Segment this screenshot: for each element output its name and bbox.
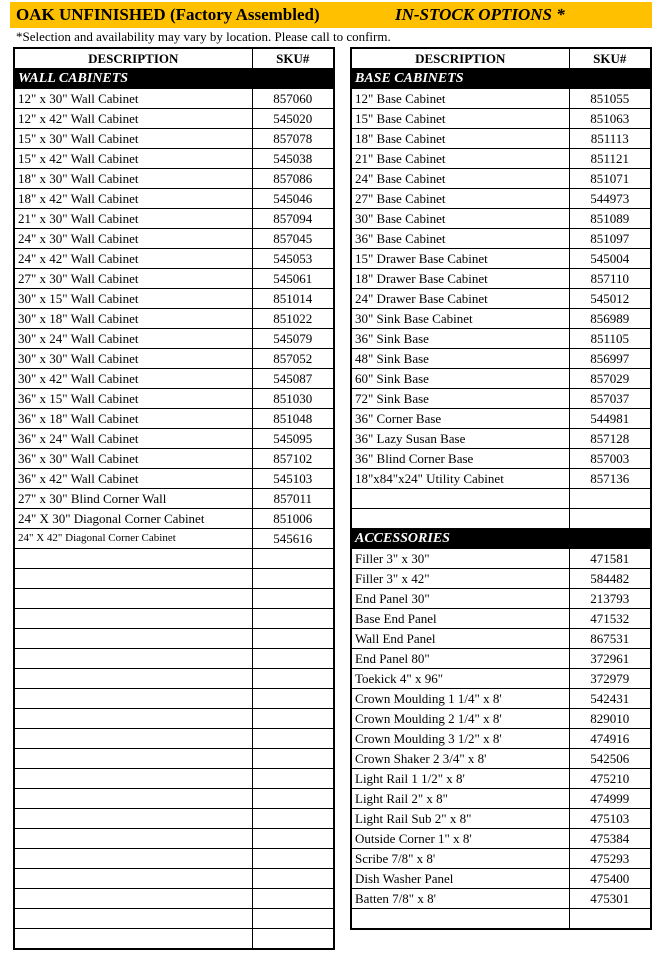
description-cell: Batten 7/8" x 8' bbox=[351, 889, 569, 909]
table-row bbox=[351, 749, 651, 769]
description-cell: Toekick 4" x 96" bbox=[351, 669, 569, 689]
table-row bbox=[351, 629, 651, 649]
table-row bbox=[14, 889, 334, 909]
table-row bbox=[351, 469, 651, 489]
description-cell: 36" x 24" Wall Cabinet bbox=[14, 429, 252, 449]
sku-cell: 545095 bbox=[252, 429, 334, 449]
table-row bbox=[14, 709, 334, 729]
table-row bbox=[351, 769, 651, 789]
description-cell bbox=[14, 849, 252, 869]
table-row bbox=[14, 369, 334, 389]
banner-title: OAK UNFINISHED (Factory Assembled) bbox=[16, 5, 320, 24]
sku-cell: 867531 bbox=[569, 629, 651, 649]
section-title-accessories: ACCESSORIES bbox=[351, 529, 651, 549]
table-row bbox=[351, 449, 651, 469]
table-row bbox=[351, 549, 651, 569]
table-row bbox=[351, 209, 651, 229]
description-cell: 15" Base Cabinet bbox=[351, 109, 569, 129]
description-header: DESCRIPTION bbox=[14, 48, 252, 69]
description-cell bbox=[14, 889, 252, 909]
table-row bbox=[14, 829, 334, 849]
header-row bbox=[351, 48, 651, 69]
sku-cell bbox=[569, 509, 651, 529]
sku-cell: 851089 bbox=[569, 209, 651, 229]
description-cell: 15" x 30" Wall Cabinet bbox=[14, 129, 252, 149]
sku-cell: 851006 bbox=[252, 509, 334, 529]
description-cell bbox=[14, 709, 252, 729]
description-cell: Crown Moulding 1 1/4" x 8' bbox=[351, 689, 569, 709]
sku-cell: 851105 bbox=[569, 329, 651, 349]
description-cell bbox=[14, 909, 252, 929]
table-row bbox=[351, 189, 651, 209]
sku-cell bbox=[252, 769, 334, 789]
sku-cell: 851071 bbox=[569, 169, 651, 189]
description-cell: End Panel 30" bbox=[351, 589, 569, 609]
table-row bbox=[351, 589, 651, 609]
sku-cell: 857102 bbox=[252, 449, 334, 469]
sku-cell: 545004 bbox=[569, 249, 651, 269]
sku-cell: 544981 bbox=[569, 409, 651, 429]
sku-cell bbox=[252, 729, 334, 749]
section-row bbox=[14, 69, 334, 89]
description-cell: 18" Base Cabinet bbox=[351, 129, 569, 149]
sku-cell: 857052 bbox=[252, 349, 334, 369]
description-cell bbox=[14, 669, 252, 689]
sku-cell: 851014 bbox=[252, 289, 334, 309]
sku-cell: 475400 bbox=[569, 869, 651, 889]
table-row bbox=[14, 229, 334, 249]
table-row bbox=[14, 789, 334, 809]
sku-cell bbox=[252, 549, 334, 569]
table-row bbox=[14, 849, 334, 869]
table-row bbox=[14, 469, 334, 489]
table-row bbox=[14, 429, 334, 449]
sku-cell: 857136 bbox=[569, 469, 651, 489]
table-row bbox=[351, 309, 651, 329]
description-cell: 36" Corner Base bbox=[351, 409, 569, 429]
sku-cell bbox=[252, 689, 334, 709]
sku-cell bbox=[252, 589, 334, 609]
description-cell: Light Rail Sub 2" x 8" bbox=[351, 809, 569, 829]
section-row bbox=[351, 529, 651, 549]
description-cell: 24" x 30" Wall Cabinet bbox=[14, 229, 252, 249]
description-cell: 21" Base Cabinet bbox=[351, 149, 569, 169]
table-row bbox=[14, 909, 334, 929]
table-row bbox=[14, 529, 334, 549]
description-cell: 15" x 42" Wall Cabinet bbox=[14, 149, 252, 169]
sku-cell: 545038 bbox=[252, 149, 334, 169]
description-cell bbox=[351, 489, 569, 509]
sku-cell: 475103 bbox=[569, 809, 651, 829]
section-title-base-cabinets: BASE CABINETS bbox=[351, 69, 651, 89]
description-cell bbox=[14, 689, 252, 709]
description-header: DESCRIPTION bbox=[351, 48, 569, 69]
sku-cell: 372961 bbox=[569, 649, 651, 669]
table-row bbox=[14, 169, 334, 189]
description-cell: 24" Drawer Base Cabinet bbox=[351, 289, 569, 309]
table-row bbox=[351, 169, 651, 189]
sku-cell bbox=[252, 869, 334, 889]
sku-cell: 584482 bbox=[569, 569, 651, 589]
sku-cell: 474916 bbox=[569, 729, 651, 749]
sku-cell bbox=[252, 829, 334, 849]
sku-cell: 857011 bbox=[252, 489, 334, 509]
sku-cell: 857086 bbox=[252, 169, 334, 189]
table-row bbox=[14, 809, 334, 829]
description-cell bbox=[14, 829, 252, 849]
sku-cell bbox=[252, 749, 334, 769]
table-row bbox=[351, 349, 651, 369]
sku-cell bbox=[252, 609, 334, 629]
table-row bbox=[14, 269, 334, 289]
sku-cell: 851022 bbox=[252, 309, 334, 329]
description-cell: 30" Sink Base Cabinet bbox=[351, 309, 569, 329]
table-row bbox=[14, 509, 334, 529]
description-cell: 30" x 24" Wall Cabinet bbox=[14, 329, 252, 349]
table-row bbox=[351, 149, 651, 169]
sku-cell: 857060 bbox=[252, 89, 334, 109]
description-cell: Scribe 7/8" x 8' bbox=[351, 849, 569, 869]
sku-cell: 545053 bbox=[252, 249, 334, 269]
description-cell: Light Rail 1 1/2" x 8' bbox=[351, 769, 569, 789]
sku-cell: 856997 bbox=[569, 349, 651, 369]
sku-cell: 545046 bbox=[252, 189, 334, 209]
sku-cell: 545616 bbox=[252, 529, 334, 549]
description-cell: 24" Base Cabinet bbox=[351, 169, 569, 189]
availability-note: *Selection and availability may vary by location. Please call to confirm. bbox=[16, 29, 391, 44]
table-row bbox=[14, 129, 334, 149]
sku-cell: 851113 bbox=[569, 129, 651, 149]
description-cell: Light Rail 2" x 8" bbox=[351, 789, 569, 809]
description-cell bbox=[14, 569, 252, 589]
sku-cell: 545061 bbox=[252, 269, 334, 289]
sku-cell bbox=[252, 889, 334, 909]
table-row bbox=[14, 209, 334, 229]
description-cell: 27" Base Cabinet bbox=[351, 189, 569, 209]
table-row bbox=[351, 569, 651, 589]
table-row bbox=[14, 929, 334, 950]
sku-cell bbox=[252, 649, 334, 669]
sku-cell: 471532 bbox=[569, 609, 651, 629]
description-cell: 21" x 30" Wall Cabinet bbox=[14, 209, 252, 229]
table-row bbox=[351, 829, 651, 849]
table-row bbox=[14, 349, 334, 369]
table-row bbox=[351, 329, 651, 349]
sku-cell: 544973 bbox=[569, 189, 651, 209]
description-cell bbox=[14, 929, 252, 950]
table-row bbox=[14, 289, 334, 309]
table-row bbox=[351, 409, 651, 429]
sku-cell: 829010 bbox=[569, 709, 651, 729]
table-row bbox=[14, 109, 334, 129]
base-cabinets-table bbox=[350, 47, 652, 930]
table-row bbox=[14, 689, 334, 709]
sku-cell bbox=[252, 669, 334, 689]
sku-cell: 857128 bbox=[569, 429, 651, 449]
sku-cell: 856989 bbox=[569, 309, 651, 329]
table-row bbox=[351, 129, 651, 149]
description-cell: 12" x 30" Wall Cabinet bbox=[14, 89, 252, 109]
table-row bbox=[14, 389, 334, 409]
description-cell: 30" x 42" Wall Cabinet bbox=[14, 369, 252, 389]
sku-cell: 475293 bbox=[569, 849, 651, 869]
description-cell bbox=[14, 809, 252, 829]
table-row bbox=[14, 249, 334, 269]
sku-cell bbox=[252, 849, 334, 869]
sku-cell: 851030 bbox=[252, 389, 334, 409]
description-cell: 36" Blind Corner Base bbox=[351, 449, 569, 469]
table-row bbox=[351, 789, 651, 809]
description-cell: 36" x 30" Wall Cabinet bbox=[14, 449, 252, 469]
sku-cell: 857110 bbox=[569, 269, 651, 289]
description-cell: 18"x84"x24" Utility Cabinet bbox=[351, 469, 569, 489]
sku-cell: 851055 bbox=[569, 89, 651, 109]
table-row bbox=[351, 269, 651, 289]
description-cell bbox=[14, 729, 252, 749]
sku-cell bbox=[252, 929, 334, 950]
description-cell: 27" x 30" Blind Corner Wall bbox=[14, 489, 252, 509]
sku-cell: 545087 bbox=[252, 369, 334, 389]
table-row bbox=[351, 649, 651, 669]
table-row bbox=[14, 449, 334, 469]
sku-cell: 851097 bbox=[569, 229, 651, 249]
table-row bbox=[351, 289, 651, 309]
sku-cell: 475384 bbox=[569, 829, 651, 849]
sku-cell: 857029 bbox=[569, 369, 651, 389]
sku-cell: 545012 bbox=[569, 289, 651, 309]
table-row bbox=[14, 629, 334, 649]
table-row bbox=[351, 89, 651, 109]
table-row bbox=[351, 809, 651, 829]
description-cell: 30" x 18" Wall Cabinet bbox=[14, 309, 252, 329]
description-cell: 30" x 30" Wall Cabinet bbox=[14, 349, 252, 369]
description-cell: Crown Moulding 3 1/2" x 8' bbox=[351, 729, 569, 749]
sku-cell bbox=[252, 809, 334, 829]
description-cell: Filler 3" x 30" bbox=[351, 549, 569, 569]
sku-cell: 542431 bbox=[569, 689, 651, 709]
description-cell: Base End Panel bbox=[351, 609, 569, 629]
table-row bbox=[14, 609, 334, 629]
sku-cell: 851048 bbox=[252, 409, 334, 429]
description-cell: 18" x 30" Wall Cabinet bbox=[14, 169, 252, 189]
sku-cell: 857037 bbox=[569, 389, 651, 409]
description-cell: Wall End Panel bbox=[351, 629, 569, 649]
table-row bbox=[351, 709, 651, 729]
sku-cell: 857003 bbox=[569, 449, 651, 469]
description-cell bbox=[14, 789, 252, 809]
table-row bbox=[351, 109, 651, 129]
wall-cabinets-table bbox=[13, 47, 335, 950]
table-row bbox=[14, 729, 334, 749]
description-cell: Dish Washer Panel bbox=[351, 869, 569, 889]
description-cell bbox=[351, 509, 569, 529]
banner-subtitle: IN-STOCK OPTIONS * bbox=[395, 5, 565, 24]
description-cell: 18" Drawer Base Cabinet bbox=[351, 269, 569, 289]
table-row bbox=[351, 689, 651, 709]
description-cell: 30" x 15" Wall Cabinet bbox=[14, 289, 252, 309]
sku-cell: 475210 bbox=[569, 769, 651, 789]
description-cell: 24" x 42" Wall Cabinet bbox=[14, 249, 252, 269]
description-cell bbox=[14, 629, 252, 649]
sku-cell: 542506 bbox=[569, 749, 651, 769]
description-cell: Outside Corner 1" x 8' bbox=[351, 829, 569, 849]
description-cell: 60" Sink Base bbox=[351, 369, 569, 389]
sku-cell: 857045 bbox=[252, 229, 334, 249]
description-cell: Crown Shaker 2 3/4" x 8' bbox=[351, 749, 569, 769]
sku-cell bbox=[569, 909, 651, 930]
description-cell: 18" x 42" Wall Cabinet bbox=[14, 189, 252, 209]
description-cell bbox=[14, 769, 252, 789]
table-row bbox=[14, 409, 334, 429]
title-banner bbox=[10, 2, 652, 28]
table-row bbox=[14, 569, 334, 589]
sku-cell: 545079 bbox=[252, 329, 334, 349]
sku-cell bbox=[252, 569, 334, 589]
table-row bbox=[351, 489, 651, 509]
sku-cell bbox=[569, 489, 651, 509]
table-row bbox=[14, 89, 334, 109]
table-row bbox=[351, 249, 651, 269]
description-cell: 48" Sink Base bbox=[351, 349, 569, 369]
table-row bbox=[14, 869, 334, 889]
description-cell: 36" Base Cabinet bbox=[351, 229, 569, 249]
header-row bbox=[14, 48, 334, 69]
sku-cell: 545103 bbox=[252, 469, 334, 489]
description-cell bbox=[14, 649, 252, 669]
description-cell bbox=[14, 549, 252, 569]
sku-cell: 851121 bbox=[569, 149, 651, 169]
table-row bbox=[14, 669, 334, 689]
sku-cell: 851063 bbox=[569, 109, 651, 129]
sku-cell: 475301 bbox=[569, 889, 651, 909]
sku-cell: 474999 bbox=[569, 789, 651, 809]
description-cell: 72" Sink Base bbox=[351, 389, 569, 409]
description-cell: 24" X 30" Diagonal Corner Cabinet bbox=[14, 509, 252, 529]
table-row bbox=[351, 729, 651, 749]
table-row bbox=[351, 229, 651, 249]
section-title-wall-cabinets: WALL CABINETS bbox=[14, 69, 334, 89]
table-row bbox=[14, 189, 334, 209]
description-cell bbox=[14, 589, 252, 609]
table-row bbox=[14, 649, 334, 669]
description-cell bbox=[14, 749, 252, 769]
description-cell bbox=[14, 609, 252, 629]
sku-cell: 372979 bbox=[569, 669, 651, 689]
sku-cell: 213793 bbox=[569, 589, 651, 609]
table-row bbox=[14, 329, 334, 349]
sku-header: SKU# bbox=[252, 48, 334, 69]
description-cell bbox=[351, 909, 569, 930]
sku-cell: 471581 bbox=[569, 549, 651, 569]
description-cell bbox=[14, 869, 252, 889]
table-row bbox=[351, 509, 651, 529]
description-cell: 36" Sink Base bbox=[351, 329, 569, 349]
description-cell: Crown Moulding 2 1/4" x 8' bbox=[351, 709, 569, 729]
table-row bbox=[14, 769, 334, 789]
sku-cell bbox=[252, 909, 334, 929]
description-cell: 36" x 18" Wall Cabinet bbox=[14, 409, 252, 429]
description-cell: 36" Lazy Susan Base bbox=[351, 429, 569, 449]
table-row bbox=[14, 489, 334, 509]
sku-cell: 545020 bbox=[252, 109, 334, 129]
section-row bbox=[351, 69, 651, 89]
table-row bbox=[351, 429, 651, 449]
description-cell: 12" Base Cabinet bbox=[351, 89, 569, 109]
description-cell: 36" x 15" Wall Cabinet bbox=[14, 389, 252, 409]
description-cell: 36" x 42" Wall Cabinet bbox=[14, 469, 252, 489]
sku-cell bbox=[252, 629, 334, 649]
table-row bbox=[351, 889, 651, 909]
table-row bbox=[14, 549, 334, 569]
sku-cell bbox=[252, 709, 334, 729]
sku-cell: 857078 bbox=[252, 129, 334, 149]
sku-header: SKU# bbox=[569, 48, 651, 69]
table-row bbox=[351, 389, 651, 409]
description-cell: 27" x 30" Wall Cabinet bbox=[14, 269, 252, 289]
description-cell: 30" Base Cabinet bbox=[351, 209, 569, 229]
table-row bbox=[14, 589, 334, 609]
table-row bbox=[351, 669, 651, 689]
table-row bbox=[351, 909, 651, 930]
table-row bbox=[14, 749, 334, 769]
sku-cell bbox=[252, 789, 334, 809]
description-cell: 24" X 42" Diagonal Corner Cabinet bbox=[14, 529, 252, 549]
description-cell: End Panel 80" bbox=[351, 649, 569, 669]
table-row bbox=[351, 869, 651, 889]
description-cell: 15" Drawer Base Cabinet bbox=[351, 249, 569, 269]
table-row bbox=[351, 609, 651, 629]
sku-cell: 857094 bbox=[252, 209, 334, 229]
table-row bbox=[14, 149, 334, 169]
table-row bbox=[14, 309, 334, 329]
table-row bbox=[351, 369, 651, 389]
description-cell: Filler 3" x 42" bbox=[351, 569, 569, 589]
description-cell: 12" x 42" Wall Cabinet bbox=[14, 109, 252, 129]
table-row bbox=[351, 849, 651, 869]
